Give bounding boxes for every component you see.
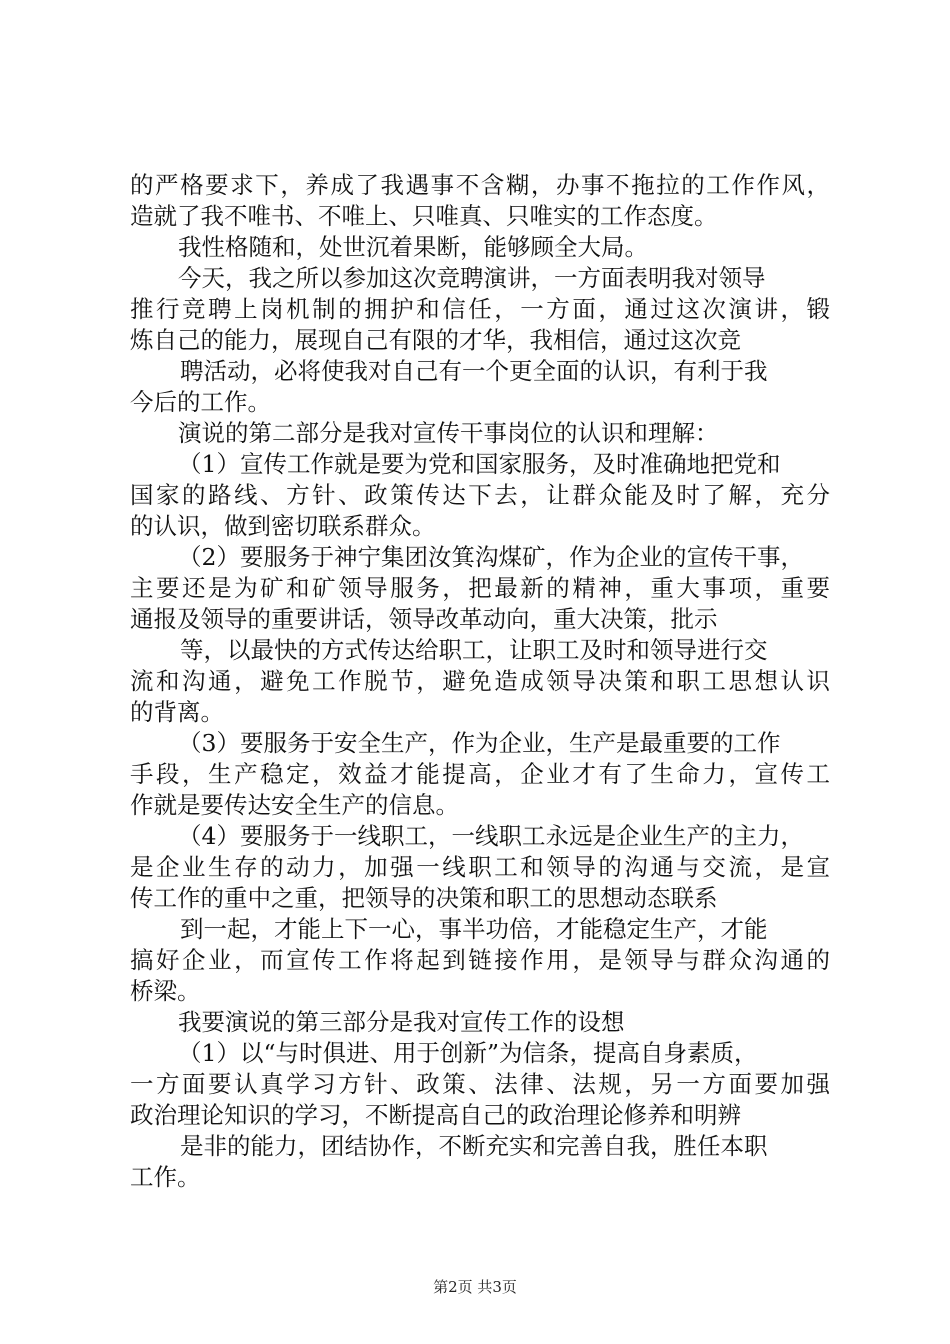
text-line: 等，以最快的方式传达给职工，让职工及时和领导进行交	[180, 636, 768, 664]
text-line: 政治理论知识的学习，不断提高自己的政治理论修养和明辨	[130, 1101, 741, 1129]
text-line: （2）要服务于神宁集团汝箕沟煤矿，作为企业的宣传干事，	[178, 543, 804, 571]
text-line: 国家的路线、方针、政策传达下去，让群众能及时了解，充分	[130, 481, 830, 509]
text-line: 桥梁。	[130, 977, 201, 1005]
text-line: 的背离。	[130, 698, 224, 726]
text-line: 今天，我之所以参加这次竞聘演讲，一方面表明我对领导	[178, 264, 766, 292]
text-line: 是企业生存的动力，加强一线职工和领导的沟通与交流，是宣	[130, 853, 830, 881]
text-line: 的认识，做到密切联系群众。	[130, 512, 436, 540]
page-number-footer: 第2页 共3页	[433, 1278, 517, 1296]
text-line: 流和沟通，避免工作脱节，避免造成领导决策和职工思想认识	[130, 667, 830, 695]
text-line: 是非的能力，团结协作，不断充实和完善自我，胜任本职	[180, 1132, 768, 1160]
text-line: 的严格要求下，养成了我遇事不含糊，办事不拖拉的工作作风，	[130, 171, 830, 199]
text-line: 通报及领导的重要讲话，领导改革动向，重大决策，批示	[130, 605, 718, 633]
text-line: 推行竞聘上岗机制的拥护和信任，一方面，通过这次演讲，锻	[130, 295, 830, 323]
text-line: 到一起，才能上下一心，事半功倍，才能稳定生产，才能	[180, 915, 768, 943]
text-line: 一方面要认真学习方针、政策、法律、法规，另一方面要加强	[130, 1070, 830, 1098]
text-line: 造就了我不唯书、不唯上、只唯真、只唯实的工作态度。	[130, 202, 718, 230]
text-line: （1）宣传工作就是要为党和国家服务，及时准确地把党和	[178, 450, 781, 478]
document-body	[130, 170, 830, 1193]
text-line: 今后的工作。	[130, 388, 271, 416]
text-line: 搞好企业，而宣传工作将起到链接作用，是领导与群众沟通的	[130, 946, 830, 974]
text-line: 主要还是为矿和矿领导服务，把最新的精神，重大事项，重要	[130, 574, 830, 602]
text-line: 我要演说的第三部分是我对宣传工作的设想	[178, 1008, 625, 1036]
text-line: 传工作的重中之重，把领导的决策和职工的思想动态联系	[130, 884, 718, 912]
text-line: 演说的第二部分是我对宣传干事岗位的认识和理解：	[178, 419, 719, 447]
text-line: （3）要服务于安全生产，作为企业，生产是最重要的工作	[178, 729, 781, 757]
text-line: 工作。	[130, 1163, 201, 1191]
text-line: （1）以“与时俱进、用于创新”为信条，提高自身素质，	[178, 1039, 758, 1067]
text-line: 我性格随和，处世沉着果断，能够顾全大局。	[178, 233, 648, 261]
text-line: 作就是要传达安全生产的信息。	[130, 791, 459, 819]
text-line: （4）要服务于一线职工，一线职工永远是企业生产的主力，	[178, 822, 804, 850]
text-line: 炼自己的能力，展现自己有限的才华，我相信，通过这次竞	[130, 326, 741, 354]
text-line: 聘活动，必将使我对自己有一个更全面的认识，有利于我	[180, 357, 768, 385]
text-line: 手段，生产稳定，效益才能提高，企业才有了生命力，宣传工	[130, 760, 830, 788]
